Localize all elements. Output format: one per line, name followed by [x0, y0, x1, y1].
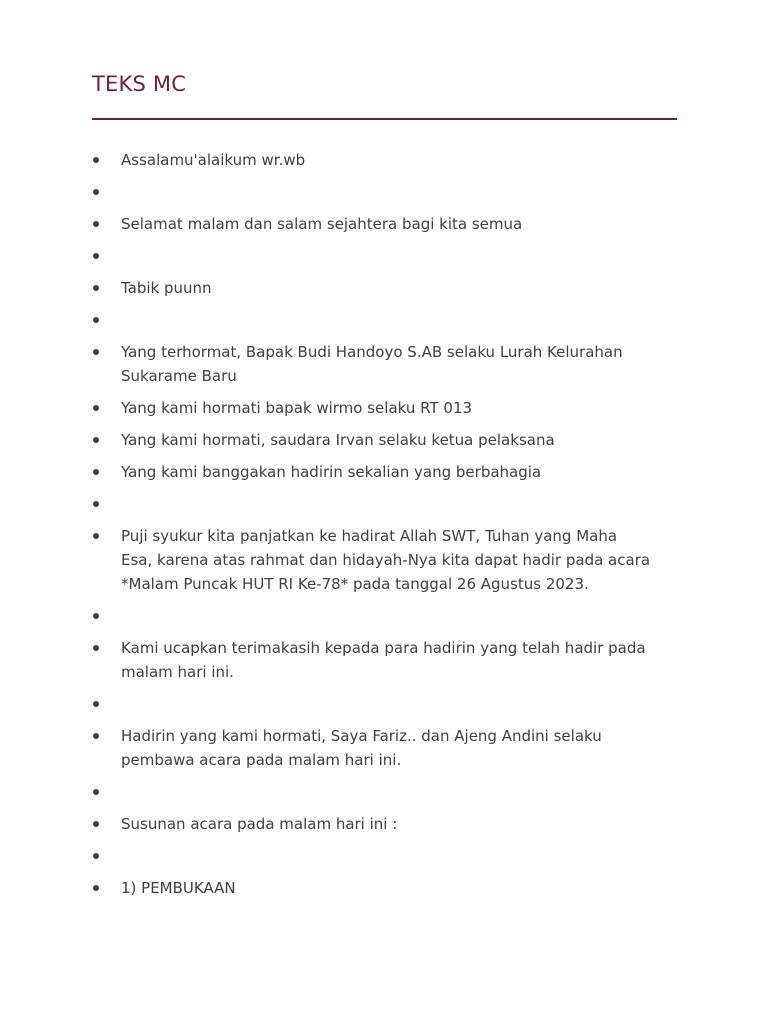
list-item-text: Yang terhormat, Bapak Budi Handoyo S.AB selaku Lurah Kelurahan Sukarame Baru [121, 343, 623, 385]
list-item [92, 844, 682, 868]
list-item-text: 1) PEMBUKAAN [121, 879, 236, 897]
bullet-icon [93, 645, 99, 651]
bullet-icon [93, 349, 99, 355]
list-item [92, 212, 682, 236]
list-item [92, 396, 682, 420]
list-item [92, 636, 682, 684]
bullet-icon [93, 501, 99, 507]
list-item-text: Yang kami banggakan hadirin sekalian yang berbahagia [121, 463, 542, 481]
list-item [92, 244, 682, 268]
bullet-icon [93, 701, 99, 707]
list-item [92, 492, 682, 516]
bullet-icon [93, 613, 99, 619]
list-item [92, 460, 682, 484]
list-item [92, 780, 682, 804]
list-item-text: Puji syukur kita panjatkan ke hadirat Allah SWT, Tuhan yang Maha Esa, karena atas rahmat dan hidayah-Nya kita dapat hadir pada acara *Malam Puncak HUT RI Ke-78* pada tanggal 26 Agustus 2023. [121, 527, 651, 593]
bullet-icon [93, 405, 99, 411]
list-item-text: Susunan acara pada malam hari ini : [121, 815, 398, 833]
list-item [92, 692, 682, 716]
bullet-icon [93, 221, 99, 227]
list-item [92, 812, 682, 836]
bullet-icon [93, 253, 99, 259]
title-divider [92, 118, 677, 120]
list-item-text: Hadirin yang kami hormati, Saya Fariz.. dan Ajeng Andini selaku pembawa acara pada malam hari ini. [121, 727, 602, 769]
bullet-icon [93, 821, 99, 827]
bullet-icon [93, 469, 99, 475]
bullet-icon [93, 189, 99, 195]
page-title: TEKS MC [92, 72, 187, 96]
list-item [92, 276, 682, 300]
bullet-icon [93, 885, 99, 891]
list-item-text: Tabik puunn [121, 279, 212, 297]
list-item [92, 308, 682, 332]
bullet-icon [93, 853, 99, 859]
list-item [92, 148, 682, 172]
bullet-icon [93, 733, 99, 739]
list-item [92, 724, 682, 772]
bullet-icon [93, 533, 99, 539]
bullet-icon [93, 285, 99, 291]
bullet-list [92, 148, 682, 908]
list-item [92, 340, 682, 388]
list-item-text: Assalamu'alaikum wr.wb [121, 151, 306, 169]
list-item [92, 180, 682, 204]
list-item [92, 876, 682, 900]
bullet-icon [93, 317, 99, 323]
list-item [92, 428, 682, 452]
list-item-text: Yang kami hormati bapak wirmo selaku RT 013 [121, 399, 473, 417]
list-item [92, 604, 682, 628]
bullet-icon [93, 157, 99, 163]
list-item [92, 524, 682, 596]
list-item-text: Yang kami hormati, saudara Irvan selaku ketua pelaksana [121, 431, 555, 449]
bullet-icon [93, 437, 99, 443]
list-item-text: Kami ucapkan terimakasih kepada para hadirin yang telah hadir pada malam hari ini. [121, 639, 646, 681]
list-item-text: Selamat malam dan salam sejahtera bagi kita semua [121, 215, 523, 233]
bullet-icon [93, 789, 99, 795]
